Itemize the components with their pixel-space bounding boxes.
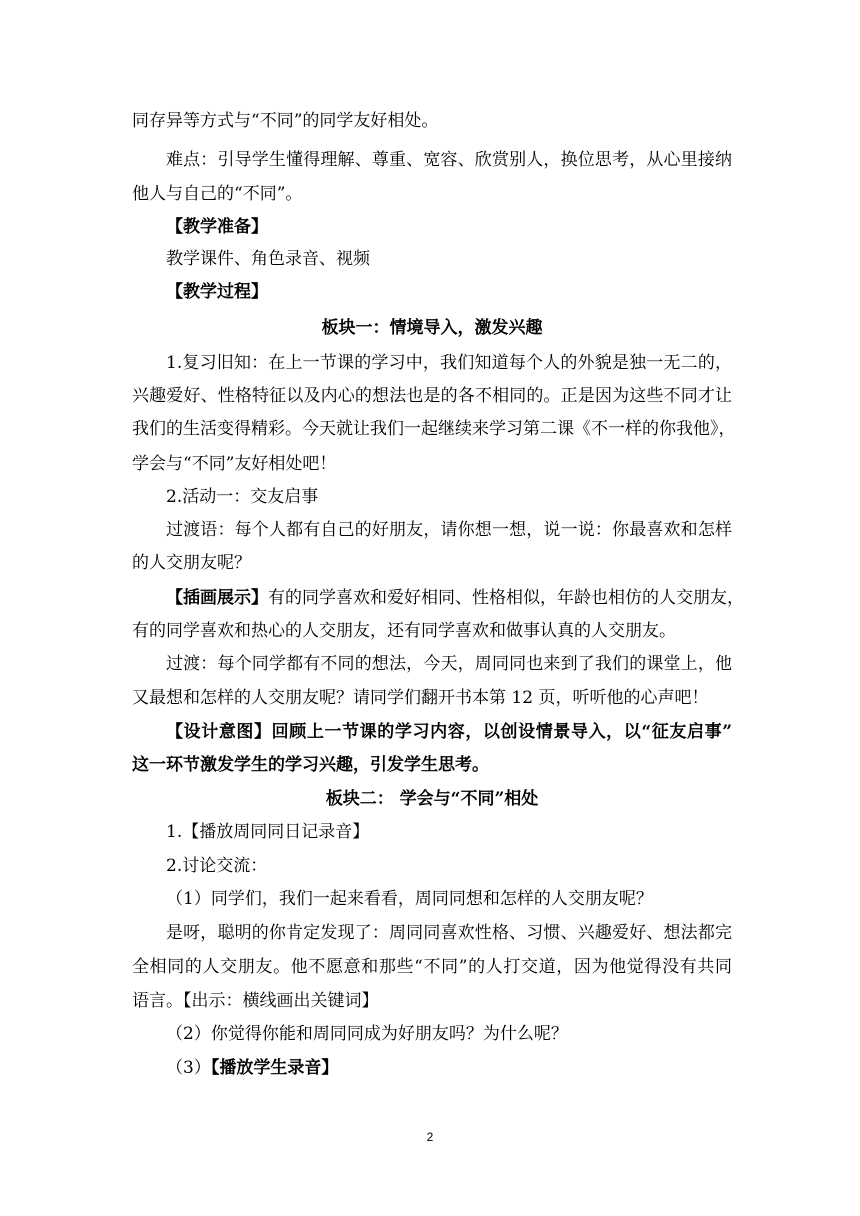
illustration-label: 【插画展示】 <box>166 588 268 608</box>
paragraph-line: 他人与自己的“不同”。 <box>132 184 303 204</box>
paragraph-line: 学会与“不同”友好相处吧！ <box>132 454 337 474</box>
section-title-2: 板块二： 学会与“不同”相处 <box>325 789 539 809</box>
heading-teaching-preparation: 【教学准备】 <box>166 217 268 237</box>
paragraph-line: 又最想和怎样的人交朋友呢？请同学们翻开书本第 12 页，听听他的心声吧！ <box>132 688 709 708</box>
paragraph-line: 同存异等方式与“不同”的同学友好相处。 <box>132 111 439 131</box>
paragraph-line <box>166 587 744 609</box>
paragraph-line: 的人交朋友呢？ <box>132 553 251 573</box>
paragraph-line: 过渡：每个同学都有不同的想法，今天，周同同也来到了我们的课堂上，他 <box>166 654 732 674</box>
paragraph-line: 有的同学喜欢和热心的人交朋友，还有同学喜欢和做事认真的人交朋友。 <box>132 621 676 641</box>
paragraph-line: 我们的生活变得精彩。今天就让我们一起继续来学习第二课《不一样的你我他》， <box>132 419 736 439</box>
paragraph-line: 2.活动一：交友启事 <box>166 487 319 507</box>
heading-teaching-process: 【教学过程】 <box>166 282 268 302</box>
paragraph-line: 兴趣爱好、性格特征以及内心的想法也是的各不相同的。正是因为这些不同才让 <box>132 386 732 406</box>
paragraph-text: 有的同学喜欢和爱好相同、性格相似，年龄也相仿的人交朋友， <box>268 588 744 608</box>
paragraph-line: 1.复习旧知：在上一节课的学习中，我们知道每个人的外貌是独一无二的， <box>166 353 732 373</box>
paragraph-line: 1.【播放周同同日记录音】 <box>166 822 370 842</box>
paragraph-line: 2.讨论交流： <box>166 856 268 876</box>
paragraph-line: 过渡语：每个人都有自己的好朋友，请你想一想，说一说：你最喜欢和怎样 <box>166 520 732 540</box>
paragraph-line: （1）同学们，我们一起来看看，周同同想和怎样的人交朋友呢？ <box>166 889 653 909</box>
design-intent-line: 【设计意图】回顾上一节课的学习内容，以创设情景导入，以“征友启事” <box>166 722 732 742</box>
paragraph-line: 语言。【出示：横线画出关键词】 <box>132 991 379 1011</box>
paragraph-text: （3） <box>166 1058 211 1078</box>
paragraph-line <box>166 1057 732 1079</box>
paragraph-line: 全相同的人交朋友。他不愿意和那些“不同”的人打交道，因为他觉得没有共同 <box>132 957 732 977</box>
paragraph-line: 难点：引导学生懂得理解、尊重、宽容、欣赏别人，换位思考，从心里接纳 <box>166 150 732 170</box>
paragraph-line: （2）你觉得你能和周同同成为好朋友吗？为什么呢？ <box>166 1024 568 1044</box>
section-title-1: 板块一：情境导入，激发兴趣 <box>321 318 543 338</box>
page-number: 2 <box>426 1130 434 1144</box>
design-intent-line: 这一环节激发学生的学习兴趣，引发学生思考。 <box>132 755 489 775</box>
paragraph-line: 是呀，聪明的你肯定发现了：周同同喜欢性格、习惯、兴趣爱好、想法都完 <box>166 923 732 943</box>
paragraph-line: 教学课件、角色录音、视频 <box>166 249 370 269</box>
play-recording-label: 【播放学生录音】 <box>210 1058 339 1078</box>
